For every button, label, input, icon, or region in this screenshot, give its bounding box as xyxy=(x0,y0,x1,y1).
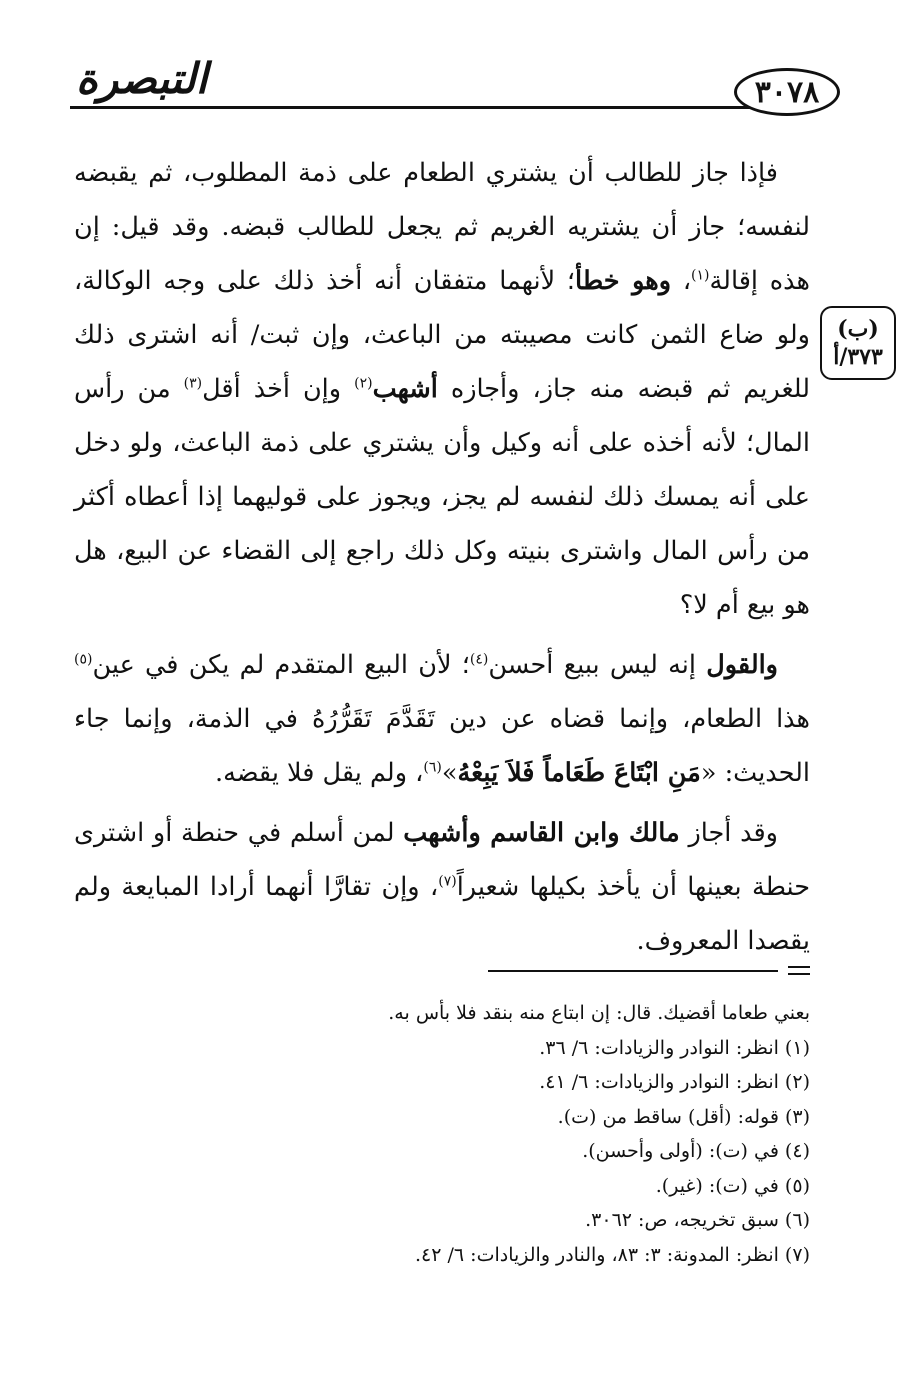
footnote-ref: (٧) xyxy=(438,873,457,890)
footnote: (٦) سبق تخريجه، ص: ٣٠٦٢. xyxy=(585,1209,810,1231)
footnote: (٥) في (ت): (غير). xyxy=(655,1174,810,1197)
bold-text: مَنِ ابْتَاعَ طَعَاماً فَلاَ يَبِعْهُ xyxy=(457,758,701,788)
footnote: بعني طعاما أقضيك. قال: إن ابتاع منه بنقد فلا بأس به. xyxy=(388,1002,810,1024)
text-run: ؛ لأن البيع المتقدم لم يكن في عين xyxy=(92,650,470,680)
text-run: إنه ليس ببيع أحسن xyxy=(488,650,707,680)
footnotes xyxy=(170,996,810,1272)
page-number: ٣٠٧٨ xyxy=(734,68,840,116)
footnote: (٢) انظر: النوادر والزيادات: ٦/ ٤١. xyxy=(539,1071,810,1093)
text-run: ؛ لأنهما متفقان أنه أخذ ذلك على وجه الوكالة، ولو ضاع الثمن كانت مصيبته من الباعث، وإن ثبت/ أنه اشترى ذلك للغريم ثم قبضه منه جاز، وأجازه xyxy=(74,266,811,404)
text-run: ، وإن تقارَّا أنهما أرادا المبايعة ولم يقصدا المعروف. xyxy=(74,872,810,956)
footnote-ref: (١) xyxy=(691,267,710,284)
margin-note-line1: (ب) xyxy=(837,316,879,342)
bold-text: وهو خطأ xyxy=(575,266,672,296)
text-run: وإن أخذ أقل xyxy=(202,374,355,404)
text-run: ، xyxy=(671,266,692,296)
footnote: (٣) قوله: (أقل) ساقط من (ت). xyxy=(557,1105,810,1128)
paragraph xyxy=(74,806,810,968)
bold-text: والقول xyxy=(706,650,778,680)
footnote: (٤) في (ت): (أولى وأحسن). xyxy=(582,1140,810,1162)
footnote-ref: (٥) xyxy=(74,651,93,668)
main-text xyxy=(74,146,810,974)
footnote: (٧) انظر: المدونة: ٣: ٨٣، والنادر والزيادات: ٦/ ٤٢. xyxy=(414,1243,810,1266)
footnote-ref: (٦) xyxy=(423,759,442,776)
text-run: هذا الطعام، وإنما قضاه عن دين تَقَدَّمَ تَقَرُّرُهُ في الذمة، وإنما جاء الحديث: « xyxy=(74,704,810,788)
text-run: لمن أسلم في حنطة أو اشترى حنطة بعينها أن يأخذ بكيلها شعيراً xyxy=(74,818,811,902)
text-run: » xyxy=(441,758,458,788)
margin-note-line2: ٣٧٣/أ xyxy=(833,344,883,370)
text-run: من رأس المال؛ لأنه أخذه على أنه وكيل وأن يشتري على ذمة الباعث، ولو دخل على أنه يمسك ذلك لنفسه لم يجز، ويجوز على قوليهما إذا أعطاه أكثر من رأس المال واشترى بنيته وكل ذلك راجع إلى القضاء عن البيع، هل هو بيع أم لا؟ xyxy=(74,374,810,620)
bold-text: مالك وابن القاسم وأشهب xyxy=(403,818,680,848)
footnote-ref: (٤) xyxy=(469,651,489,668)
footnote: (١) انظر: النوادر والزيادات: ٦/ ٣٦. xyxy=(539,1036,810,1059)
margin-manuscript-note xyxy=(820,306,896,380)
paragraph xyxy=(74,638,810,800)
header-rule xyxy=(70,106,750,109)
book-title: التبصرة xyxy=(76,54,208,103)
text-run: فإذا جاز للطالب أن يشتري الطعام على ذمة المطلوب، ثم يقبضه لنفسه؛ جاز أن يشتريه الغريم ثم يجعل للطالب قبضه. وقد قيل: إن هذه إقالة xyxy=(74,158,810,296)
footnote-ref: (٢) xyxy=(354,375,373,392)
footnote-separator xyxy=(488,966,810,976)
page-header xyxy=(70,48,850,118)
bold-text: أشهب xyxy=(372,374,438,404)
text-run: وقد أجاز xyxy=(679,818,778,848)
footnote-ref: (٣) xyxy=(183,375,203,392)
paragraph xyxy=(74,146,810,632)
text-run: ، ولم يقل فلا يقضه. xyxy=(215,758,424,788)
